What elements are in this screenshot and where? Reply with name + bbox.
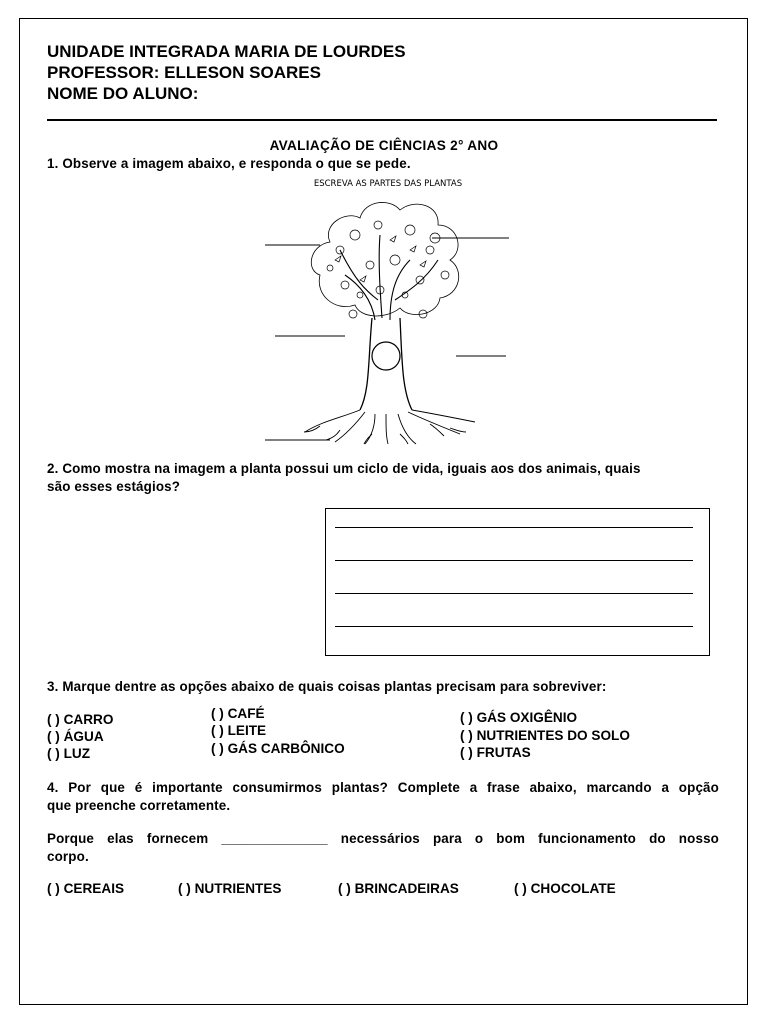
question-3-text: 3. Marque dentre as opções abaixo de quais coisas plantas precisam para sobreviver: (47, 679, 607, 694)
answer-line[interactable] (335, 593, 693, 594)
question-4-sentence-line2: corpo. (47, 849, 89, 864)
plant-parts-image (260, 179, 520, 445)
option-nutrientes[interactable]: ( ) NUTRIENTES (178, 881, 282, 896)
option-chocolate[interactable]: ( ) CHOCOLATE (514, 881, 616, 896)
option-leite[interactable]: ( ) LEITE (211, 723, 267, 738)
option-luz[interactable]: ( ) LUZ (47, 746, 91, 761)
option-agua[interactable]: ( ) ÁGUA (47, 729, 104, 744)
image-caption: ESCREVA AS PARTES DAS PLANTAS (313, 179, 463, 189)
option-carro[interactable]: ( ) CARRO (47, 712, 114, 727)
option-gas-carbonico[interactable]: ( ) GÁS CARBÔNICO (211, 741, 345, 756)
option-gas-oxigenio[interactable]: ( ) GÁS OXIGÊNIO (460, 710, 578, 725)
question-2-text-line1: 2. Como mostra na imagem a planta possui um ciclo de vida, iguais aos dos animais, quais (47, 461, 641, 476)
question-4-sentence-line1: Porque elas fornecem ______________ necessários para o bom funcionamento do nosso (47, 831, 719, 846)
school-name: UNIDADE INTEGRADA MARIA DE LOURDES (47, 42, 406, 61)
exam-title: AVALIAÇÃO DE CIÊNCIAS 2° ANO (269, 138, 499, 153)
option-brincadeiras[interactable]: ( ) BRINCADEIRAS (338, 881, 459, 896)
option-frutas[interactable]: ( ) FRUTAS (460, 745, 531, 760)
answer-line[interactable] (335, 560, 693, 561)
option-cafe[interactable]: ( ) CAFÉ (211, 706, 265, 721)
answer-line[interactable] (335, 527, 693, 528)
question-4-text-line1: 4. Por que é importante consumirmos plantas? Complete a frase abaixo, marcando a opção (47, 780, 719, 795)
student-name-label: NOME DO ALUNO: (47, 84, 199, 103)
question-2-text-line2: são esses estágios? (47, 479, 181, 494)
option-nutrientes-do-solo[interactable]: ( ) NUTRIENTES DO SOLO (460, 728, 630, 743)
answer-line[interactable] (335, 626, 693, 627)
question-1-text: 1. Observe a imagem abaixo, e responda o que se pede. (47, 156, 411, 171)
name-answer-line[interactable] (47, 119, 717, 121)
option-cereais[interactable]: ( ) CEREAIS (47, 881, 125, 896)
question-4-text-line2: que preenche corretamente. (47, 798, 231, 813)
answer-box[interactable] (325, 508, 710, 656)
teacher-name: PROFESSOR: ELLESON SOARES (47, 63, 321, 82)
